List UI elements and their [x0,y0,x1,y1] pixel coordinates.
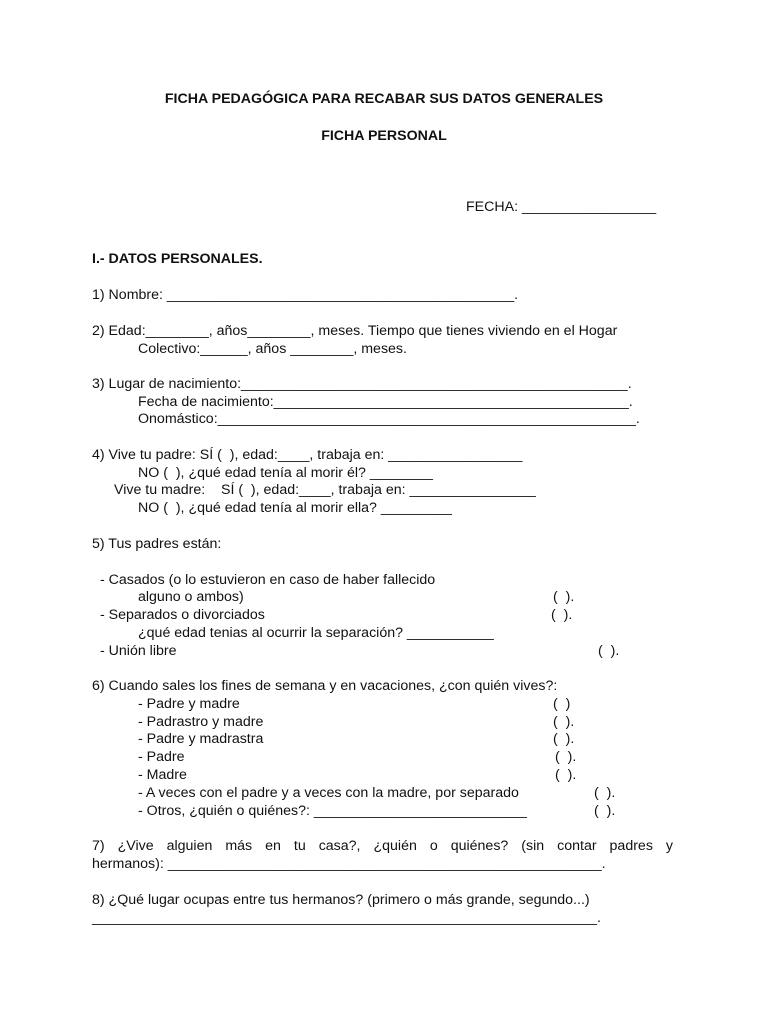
weekend-option-label: - A veces con el padre y a veces con la madre, por separado [138,785,519,801]
option-free-union-box: ( ). [598,643,620,659]
question-parents-intro: 5) Tus padres están: [92,536,222,552]
option-separated-box: ( ). [551,607,573,623]
weekend-option-box: ( ). [553,731,575,747]
question-birthplace: 3) Lugar de nacimiento:_________________________________________________. [92,376,632,392]
option-married-box: ( ). [553,589,575,605]
option-married-line1: - Casados (o lo estuvieron en caso de haber fallecido [100,572,436,588]
question-others-line2: hermanos): _______________________________________________________. [92,856,606,872]
weekend-option-label: - Padrastro y madre [138,714,264,730]
question-father-no: NO ( ), ¿qué edad tenía al morir él? ________ [138,465,433,481]
weekend-option-box: ( ). [555,749,577,765]
option-separated: - Separados o divorciados [100,607,265,623]
question-birthdate: Fecha de nacimiento:_____________________________________________. [138,394,633,410]
question-mother: Vive tu madre: SÍ ( ), edad:____, trabaja en: ________________ [114,482,536,498]
weekend-option-label: - Padre y madre [138,696,240,712]
option-married-line2: alguno o ambos) [138,589,244,605]
weekend-option-box: ( ) [553,696,571,712]
question-onomastic: Onomástico:_____________________________________________________. [138,411,640,427]
option-separation-age: ¿qué edad tenias al ocurrir la separación? ___________ [138,625,494,641]
question-weekends-intro: 6) Cuando sales los fines de semana y en vacaciones, ¿con quién vives?: [92,678,558,694]
question-mother-no: NO ( ), ¿qué edad tenía al morir ella? _________ [138,500,452,516]
weekend-option-label: - Otros, ¿quién o quiénes?: ___________________________ [138,803,527,819]
weekend-option-label: - Madre [138,767,187,783]
weekend-option-box: ( ). [594,803,616,819]
question-others-line1: 7) ¿Vive alguien más en tu casa?, ¿quién o quiénes? (sin contar padres y [92,838,673,854]
weekend-option-box: ( ). [555,767,577,783]
weekend-option-box: ( ). [594,785,616,801]
weekend-option-box: ( ). [553,714,575,730]
question-age-line2: Colectivo:______, años ________, meses. [138,341,407,357]
document-title: FICHA PEDAGÓGICA PARA RECABAR SUS DATOS GENERALES [164,91,604,107]
option-free-union: - Unión libre [100,643,177,659]
weekend-option-label: - Padre y madrastra [138,731,264,747]
question-siblings-line2: ________________________________________________________________. [92,910,601,926]
question-name: 1) Nombre: ____________________________________________. [92,287,519,303]
section-heading: I.- DATOS PERSONALES. [92,251,263,267]
question-father: 4) Vive tu padre: SÍ ( ), edad:____, trabaja en: _________________ [92,447,523,463]
question-siblings-line1: 8) ¿Qué lugar ocupas entre tus hermanos? (primero o más grande, segundo...) [92,892,590,908]
document-subtitle: FICHA PERSONAL [321,128,447,144]
question-age-line1: 2) Edad:________, años________, meses. Tiempo que tienes viviendo en el Hogar [92,323,618,339]
weekend-option-label: - Padre [138,749,185,765]
date-field: FECHA: _________________ [466,199,657,215]
